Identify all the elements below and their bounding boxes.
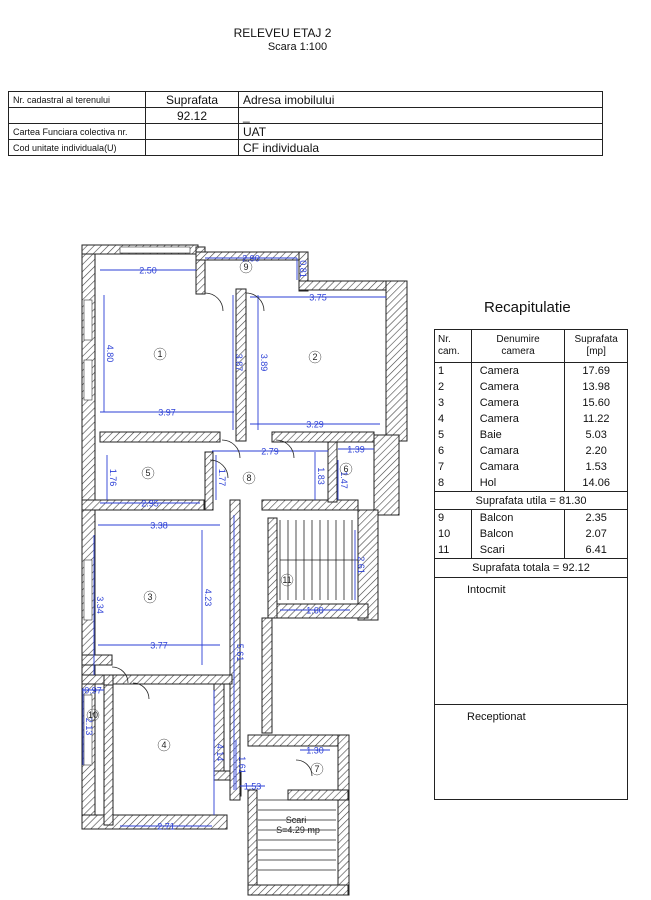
wall-segment [205,452,213,510]
wall-segment [328,442,337,502]
dimension-label: 3.97 [158,407,176,418]
recap-nr: 2 [435,379,472,395]
dimension-label: 2.61 [356,556,366,574]
recap-row [435,510,628,527]
wall-segment [248,885,348,895]
recap-area: 2.07 [565,526,628,542]
recap-row [435,526,628,542]
dimension-label: 2.50 [139,265,157,276]
wall-segment [338,735,349,895]
wall-segment [248,790,257,895]
header-nr: Nr. cam. [435,330,472,363]
recap-nr: 8 [435,475,472,492]
drawing-scale: Scara 1:100 [267,41,328,53]
recap-name: Baie [471,427,565,443]
dimension-label: 1.61 [237,756,247,774]
dimension-label: 0.97 [84,685,102,696]
window [84,560,92,620]
wall-segment [268,518,277,618]
recap-table [434,329,628,800]
room-number: 3 [147,592,153,602]
dimension-label: 0.81 [298,260,308,278]
recap-area: 11.22 [565,411,628,427]
area-label: Suprafata [146,92,239,108]
dimension-label: 3.38 [150,520,168,531]
useful-area: Suprafata utila = 81.30 [435,492,628,510]
room-number: 10 [87,710,99,720]
dimension-label: 1.39 [347,444,365,455]
room-number: 6 [343,464,349,474]
wall-segment [104,675,113,685]
dimension-label: 2.95 [141,498,159,509]
cf-colectiva-label: Cartea Funciara colectiva nr. [9,124,146,140]
stairs-area: S=4.29 mp [276,825,320,835]
dimension-label: 1.77 [217,468,227,487]
drawing-title: RELEVEU ETAJ 2 [233,26,332,40]
recap-name: Balcon [471,526,565,542]
wall-segment [288,790,348,800]
recap-row [435,475,628,492]
dimension-label: 3.89 [259,353,269,372]
recap-name: Hol [471,475,565,492]
recap-row [435,379,628,395]
window [84,360,92,400]
dimension-label: 3.87 [234,353,244,372]
recap-area: 17.69 [565,363,628,380]
room-number: 8 [246,473,252,483]
recap-row [435,411,628,427]
wall-segment [386,281,407,441]
recap-name: Camara [471,459,565,475]
wall-segment [272,432,374,442]
stairs-label: Scari [285,815,307,825]
uat-label: UAT [239,124,603,140]
room-number: 7 [314,764,320,774]
address-label: Adresa imobilului [239,92,603,108]
room-number: 2 [312,352,318,362]
area-value: 92.12 [146,108,239,124]
recap-nr: 6 [435,443,472,459]
recap-area: 13.98 [565,379,628,395]
room-number: 4 [161,740,167,750]
cod-unitate-label: Cod unitate individuala(U) [9,140,146,156]
receptionat-field: Receptionat [435,705,628,800]
room-number: 9 [243,262,249,272]
dimension-label: 5.61 [235,643,245,662]
dimension-label: 3.75 [309,292,327,303]
recap-name: Camera [471,395,565,411]
recap-nr: 5 [435,427,472,443]
recap-nr: 9 [435,510,472,527]
door-swing [133,683,149,699]
address-value: _ [239,108,603,124]
recap-name: Camera [471,363,565,380]
recap-nr: 4 [435,411,472,427]
door-swing [205,293,223,311]
total-area: Suprafata totala = 92.12 [435,559,628,578]
dimension-label: 2.90 [242,253,260,264]
door-swing [222,440,240,458]
recap-name: Balcon [471,510,565,527]
door-swing [246,293,264,311]
dimension-label: 4.23 [203,588,213,607]
recap-row [435,395,628,411]
cadastral-label: Nr. cadastral al terenului [9,92,146,108]
dimension-label: 2.79 [261,446,279,457]
recap-nr: 7 [435,459,472,475]
recap-row [435,542,628,559]
room-number: 11 [282,575,292,585]
wall-segment [374,435,399,515]
recap-area: 5.03 [565,427,628,443]
room-number: 1 [157,349,163,359]
recap-row [435,443,628,459]
recap-name: Camera [471,379,565,395]
recap-area: 6.41 [565,542,628,559]
dimension-label: 1.30 [306,745,324,756]
recap-area: 15.60 [565,395,628,411]
wall-segment [262,618,272,733]
recap-row [435,363,628,380]
recap-area: 1.53 [565,459,628,475]
intocmit-field: Intocmit [435,578,628,705]
cf-individuala-label: CF individuala [239,140,603,156]
window [120,247,190,253]
dimension-label: 1.76 [108,468,118,487]
recap-name: Camera [471,411,565,427]
wall-segment [262,500,358,510]
recap-nr: 1 [435,363,472,380]
recap-nr: 10 [435,526,472,542]
dimension-label: 3.29 [306,419,324,430]
dimension-label: 4.80 [105,344,115,363]
window [84,300,92,340]
dimension-label: 3.34 [95,596,105,614]
room-number: 5 [145,468,151,478]
recap-name: Scari [471,542,565,559]
dimension-label: 3.77 [150,640,168,651]
header-name: Denumire camera [471,330,565,363]
dimension-label: 1.83 [316,467,326,485]
recap-area: 2.35 [565,510,628,527]
recap-nr: 11 [435,542,472,559]
wall-segment [104,685,113,825]
wall-segment [100,432,220,442]
wall-segment [82,655,112,665]
recap-name: Camara [471,443,565,459]
recap-area: 14.06 [565,475,628,492]
dimension-label: 1.60 [306,605,324,616]
door-swing [296,760,312,776]
dimension-label: 1.53 [243,781,262,792]
wall-segment [214,680,224,780]
dimension-label: 2.71 [157,821,175,832]
dimension-label: 2.13 [84,717,94,736]
header-area: Suprafata [mp] [565,330,628,363]
wall-segment [248,735,348,746]
recap-row [435,427,628,443]
dimension-label: 1.47 [339,471,349,489]
recap-row [435,459,628,475]
recap-title: Recapitulatie [484,299,571,316]
dimension-label: 4.14 [215,743,225,762]
recap-nr: 3 [435,395,472,411]
recap-area: 2.20 [565,443,628,459]
